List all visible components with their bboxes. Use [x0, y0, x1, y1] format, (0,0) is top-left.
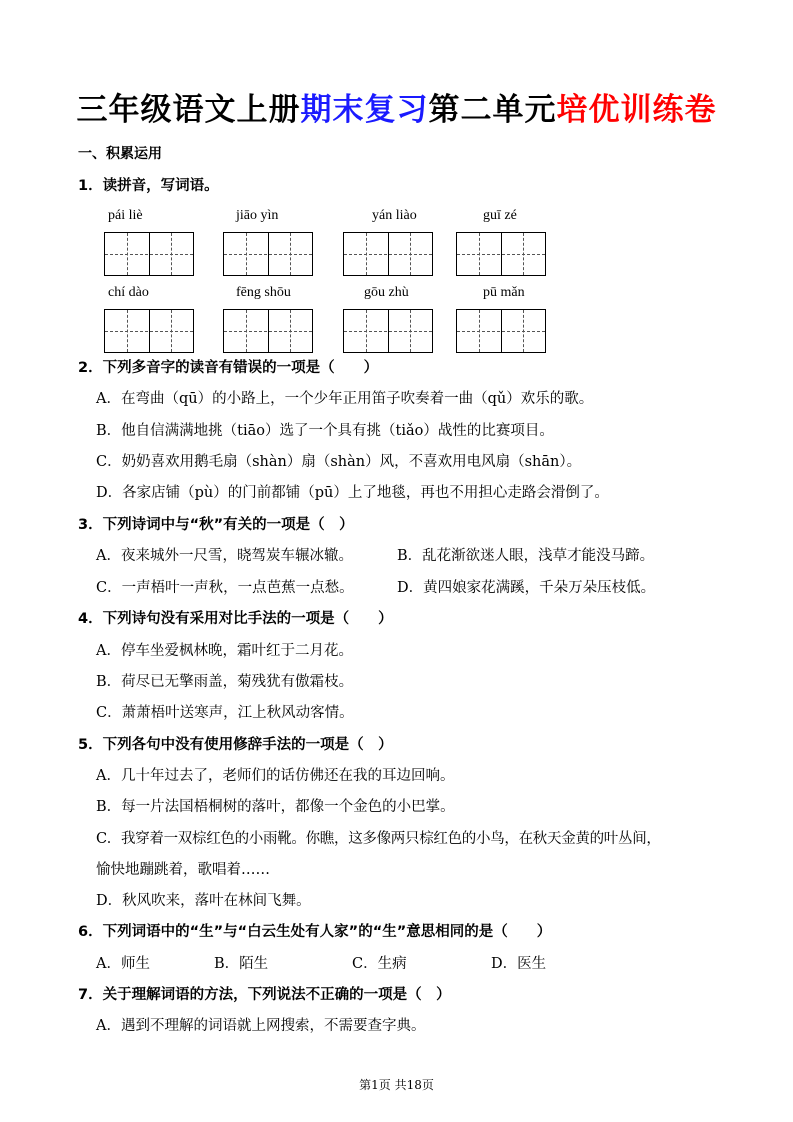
title-part2: 期末复习	[300, 92, 429, 128]
writing-grid[interactable]	[456, 309, 546, 353]
option-text: C．一声梧叶一声秋，一点芭蕉一点愁。	[96, 580, 354, 596]
writing-grid[interactable]	[104, 232, 194, 276]
question-2: 2．下列多音字的读音有错误的一项是（ ）	[78, 360, 379, 376]
option-text: B．乱花渐欲迷人眼，浅草才能没马蹄。	[397, 548, 655, 564]
option-text: D．各家店铺（pù）的门前都铺（pū）上了地毯，再也不用担心走路会滑倒了。	[96, 485, 609, 501]
option-text: C．萧萧梧叶送寒声，江上秋风动客情。	[96, 705, 354, 721]
question-6: 6．下列词语中的“生”与“白云生处有人家”的“生”意思相同的是（ ）	[78, 924, 552, 940]
option-text: C．生病	[352, 956, 407, 972]
writing-grid[interactable]	[104, 309, 194, 353]
writing-grid[interactable]	[343, 309, 433, 353]
writing-grid[interactable]	[343, 232, 433, 276]
pinyin-label: pū mǎn	[483, 285, 525, 300]
pinyin-label: jiāo yìn	[236, 208, 279, 223]
page-footer: 第1页 共18页	[359, 1078, 434, 1092]
option-text: B．每一片法国梧桐树的落叶，都像一个金色的小巴掌。	[96, 799, 455, 815]
writing-grid[interactable]	[223, 309, 313, 353]
option-text: A．停车坐爱枫林晚，霜叶红于二月花。	[96, 643, 353, 659]
option-text: A．师生	[96, 956, 150, 972]
question-4: 4．下列诗句没有采用对比手法的一项是（ ）	[78, 611, 393, 627]
writing-grid[interactable]	[223, 232, 313, 276]
pinyin-label: guī zé	[483, 208, 517, 223]
option-text: A．遇到不理解的词语就上网搜索，不需要查字典。	[96, 1018, 426, 1034]
pinyin-label: pái liè	[108, 208, 143, 223]
option-text-continued: 愉快地蹦跳着，歌唱着……	[96, 862, 270, 878]
pinyin-label: chí dào	[108, 285, 149, 300]
section-heading: 一、积累运用	[78, 146, 162, 162]
option-text: D．秋风吹来，落叶在林间飞舞。	[96, 893, 311, 909]
pinyin-label: gōu zhù	[364, 285, 409, 300]
option-text: D．黄四娘家花满蹊，千朵万朵压枝低。	[397, 580, 656, 596]
option-text: B．他自信满满地挑（tiāo）选了一个具有挑（tiǎo）战性的比赛项目。	[96, 423, 554, 439]
question-5: 5．下列各句中没有使用修辞手法的一项是（ ）	[78, 737, 393, 753]
pinyin-label: fēng shōu	[236, 285, 291, 300]
option-text: C．我穿着一双棕红色的小雨靴。你瞧，这多像两只棕红色的小鸟，在秋天金黄的叶丛间，	[96, 831, 661, 847]
writing-grid[interactable]	[456, 232, 546, 276]
page-title	[0, 84, 793, 129]
option-text: D．医生	[491, 956, 547, 972]
option-text: A．几十年过去了，老师们的话仿佛还在我的耳边回响。	[96, 768, 455, 784]
title-part4: 培优训练卷	[556, 92, 717, 128]
option-text: A．夜来城外一尺雪，晓驾炭车辗冰辙。	[96, 548, 353, 564]
pinyin-label: yán liào	[372, 208, 417, 223]
question-3: 3．下列诗词中与“秋”有关的一项是（ ）	[78, 517, 354, 533]
option-text: B．荷尽已无擎雨盖，菊残犹有傲霜枝。	[96, 674, 354, 690]
title-part1: 三年级语文上册	[76, 92, 301, 128]
question-7: 7．关于理解词语的方法，下列说法不正确的一项是（ ）	[78, 987, 451, 1003]
option-text: B．陌生	[214, 956, 269, 972]
question-1: 1．读拼音，写词语。	[78, 178, 219, 194]
option-text: C．奶奶喜欢用鹅毛扇（shàn）扇（shàn）风，不喜欢用电风扇（shān）。	[96, 454, 582, 470]
option-text: A．在弯曲（qū）的小路上，一个少年正用笛子吹奏着一曲（qǔ）欢乐的歌。	[96, 391, 594, 407]
title-part3: 第二单元	[428, 92, 557, 128]
